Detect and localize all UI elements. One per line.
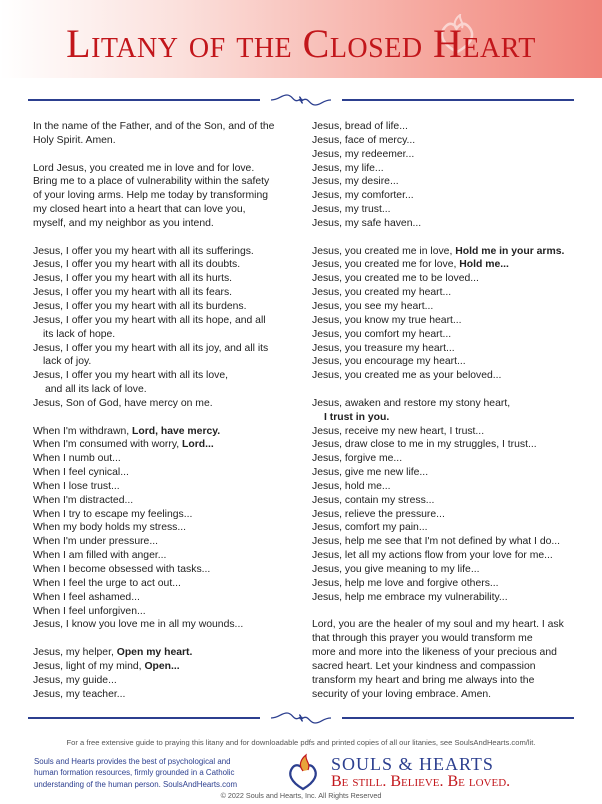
text-line: When my body holds my stress... xyxy=(33,522,187,534)
text-line: my closed heart into a heart that can love you, xyxy=(33,204,246,216)
text-line: Jesus, receive my new heart, I trust... xyxy=(312,425,485,437)
text-line: Jesus, hold me... xyxy=(312,480,391,492)
souls-and-hearts-logo xyxy=(283,752,583,792)
text-line: Jesus, I offer you my heart with all its hurts. xyxy=(33,273,233,285)
text-line: Jesus, I offer you my heart with all its burdens. xyxy=(33,300,247,312)
text-line: Jesus, my helper, Open my heart. xyxy=(33,647,193,659)
text-line: Lord, you are the healer of my soul and my heart. I ask xyxy=(312,619,564,631)
text-line: Jesus, awaken and restore my stony heart, xyxy=(312,397,511,409)
top-divider xyxy=(28,93,574,107)
trust-section xyxy=(312,397,584,605)
organization-blurb xyxy=(34,756,296,790)
footer-note: For a free extensive guide to praying this litany and for downloadable pdfs and printed copies of all our litanies, see SoulsAndHearts.com/lit. xyxy=(66,738,536,747)
text-line: When I'm distracted... xyxy=(33,494,134,506)
text-line: When I'm under pressure... xyxy=(33,536,158,548)
text-line: Jesus, contain my stress... xyxy=(312,494,435,506)
blurb-line: understanding of the human person. SoulsAndHearts.com xyxy=(34,779,238,789)
text-line: Jesus, you created me for love, Hold me... xyxy=(312,259,509,271)
text-line: Jesus, you comfort my heart... xyxy=(312,328,452,340)
text-line: more and more into the likeness of your precious and xyxy=(312,647,557,659)
text-line: Jesus, I offer you my heart with all its love, xyxy=(33,370,229,382)
text-line: Jesus, you know my true heart... xyxy=(312,314,462,326)
text-line: Jesus, bread of life... xyxy=(312,121,408,132)
text-line: Holy Spirit. Amen. xyxy=(33,134,116,146)
text-line: Lord Jesus, you created me in love and for love. xyxy=(33,162,255,174)
text-line: Jesus, you encourage my heart... xyxy=(312,356,466,368)
text-line: Jesus, I offer you my heart with all its hope, and all xyxy=(33,314,266,326)
text-line: I trust in you. xyxy=(324,411,390,423)
text-line: Jesus, Son of God, have mercy on me. xyxy=(33,397,213,409)
text-line: Jesus, you created my heart... xyxy=(312,287,452,299)
created-section xyxy=(312,245,584,383)
text-line: When I feel ashamed... xyxy=(33,591,140,603)
intro-prayer xyxy=(33,162,301,231)
scroll-ornament-icon xyxy=(269,93,333,107)
when-section xyxy=(33,425,301,633)
text-line: When I feel unforgiven... xyxy=(33,605,146,617)
text-line: Jesus, my trust... xyxy=(312,204,391,216)
text-line: Jesus, my safe haven... xyxy=(312,217,422,229)
text-line: In the name of the Father, and of the Son, and of the xyxy=(33,121,275,132)
blurb-line: human formation resources, firmly grounded in a Catholic xyxy=(34,768,235,778)
text-line: Jesus, help me embrace my vulnerability... xyxy=(312,591,508,603)
text-line: Jesus, help me see that I'm not defined by what I do... xyxy=(312,536,561,548)
names-continued xyxy=(312,120,584,231)
page-title: Litany of the Closed Heart xyxy=(66,21,536,66)
opening-prayer xyxy=(33,120,301,148)
text-line: Jesus, I know you love me in all my wounds... xyxy=(33,619,244,631)
text-line: Jesus, comfort my pain... xyxy=(312,522,428,534)
scroll-ornament-icon xyxy=(269,711,333,725)
text-line: Jesus, my comforter... xyxy=(312,190,414,202)
text-line: Jesus, relieve the pressure... xyxy=(312,508,445,520)
text-line: sacred heart. Let your kindness and compassion xyxy=(312,660,536,672)
text-line: When I lose trust... xyxy=(33,480,120,492)
text-line: Jesus, help me love and forgive others... xyxy=(312,577,499,589)
text-line: of your loving arms. Help me today by transforming xyxy=(33,190,269,202)
text-line: Jesus, I offer you my heart with all its joy, and all its xyxy=(33,342,269,354)
text-line: myself, and my neighbor as you intend. xyxy=(33,217,214,229)
text-line: Jesus, my desire... xyxy=(312,176,399,188)
text-line: When I try to escape my feelings... xyxy=(33,508,193,520)
text-line: When I'm consumed with worry, Lord... xyxy=(33,439,214,451)
text-line: Jesus, I offer you my heart with all its fears. xyxy=(33,287,233,299)
text-line: Jesus, you give meaning to my life... xyxy=(312,564,480,575)
text-line: Jesus, give me new life... xyxy=(312,467,429,479)
text-line: Jesus, I offer you my heart with all its sufferings. xyxy=(33,245,254,257)
text-line: Jesus, my teacher... xyxy=(33,688,126,700)
blurb-line: Souls and Hearts provides the best of psychological and xyxy=(34,757,231,766)
text-line: security of your loving embrace. Amen. xyxy=(312,688,492,700)
text-line: Bring me to a place of vulnerability within the safety xyxy=(33,176,270,188)
text-line: Jesus, you created me to be loved... xyxy=(312,273,479,285)
text-line: and all its lack of love. xyxy=(45,384,147,396)
text-line: Jesus, let all my actions flow from your love for me... xyxy=(312,550,553,562)
logo-tagline: Be still. Believe. Be loved. xyxy=(331,773,511,790)
text-line: Jesus, you treasure my heart... xyxy=(312,342,455,354)
names-section xyxy=(33,646,301,701)
text-line: its lack of hope. xyxy=(43,328,116,340)
right-column xyxy=(312,120,584,701)
text-line: Jesus, face of mercy... xyxy=(312,134,416,146)
text-line: When I numb out... xyxy=(33,453,121,465)
text-line: Jesus, you see my heart... xyxy=(312,300,434,312)
text-line: lack of joy. xyxy=(43,356,92,368)
bottom-divider xyxy=(28,711,574,725)
flame-heart-icon xyxy=(283,752,323,792)
text-line: Jesus, forgive me... xyxy=(312,453,403,465)
text-line: that through this prayer you would transform me xyxy=(312,633,533,645)
text-line: Jesus, my guide... xyxy=(33,674,117,686)
text-line: When I feel cynical... xyxy=(33,467,129,479)
text-line: When I become obsessed with tasks... xyxy=(33,564,211,575)
text-line: When I feel the urge to act out... xyxy=(33,577,181,589)
text-line: When I am filled with anger... xyxy=(33,550,167,562)
text-line: When I'm withdrawn, Lord, have mercy. xyxy=(33,425,221,437)
text-line: Jesus, you created me as your beloved... xyxy=(312,370,502,382)
closing-prayer xyxy=(312,618,584,701)
logo-name: SOULS & HEARTS xyxy=(331,754,494,774)
text-line: Jesus, my life... xyxy=(312,162,384,174)
copyright: © 2022 Souls and Hearts, Inc. All Rights Reserved xyxy=(220,791,382,800)
text-line: Jesus, light of my mind, Open... xyxy=(33,660,180,672)
text-line: Jesus, I offer you my heart with all its doubts. xyxy=(33,259,241,271)
left-column xyxy=(33,120,301,701)
text-line: Jesus, my redeemer... xyxy=(312,148,415,160)
text-line: transform my heart and bring me always into the xyxy=(312,674,535,686)
text-line: Jesus, draw close to me in my struggles, I trust... xyxy=(312,439,537,451)
offer-section xyxy=(33,245,301,411)
text-line: Jesus, you created me in love, Hold me in your arms. xyxy=(312,245,565,257)
